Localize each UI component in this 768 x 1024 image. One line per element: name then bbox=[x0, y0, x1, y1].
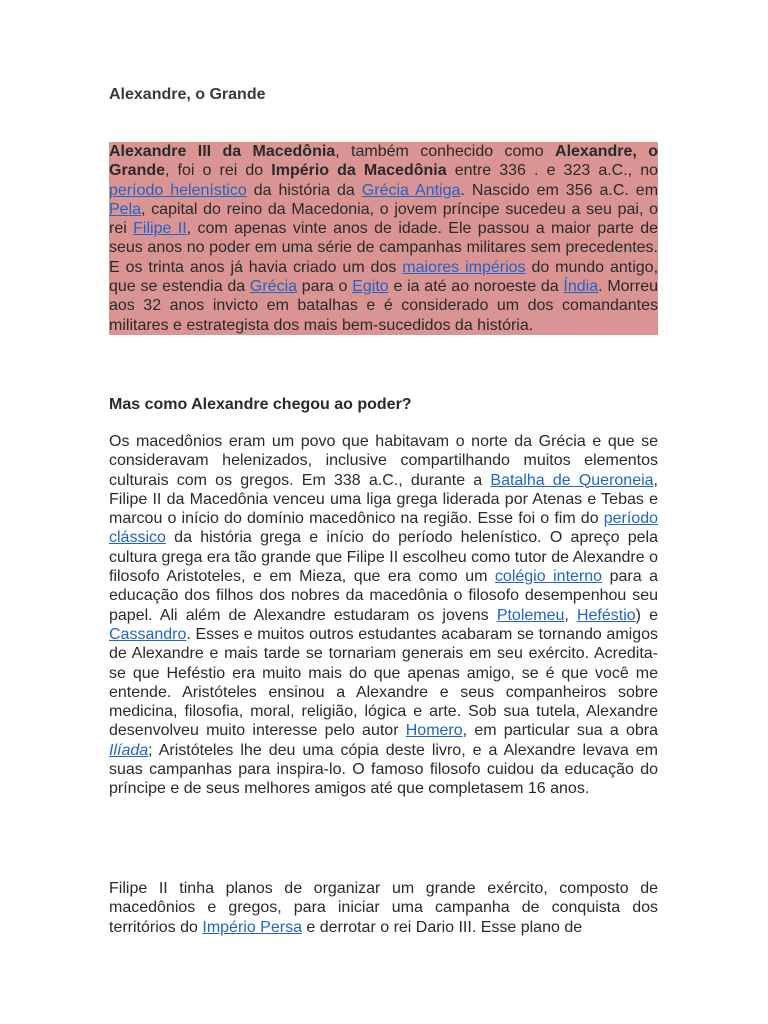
link-hefestio[interactable]: Heféstio bbox=[576, 606, 636, 624]
text: e derrotar o rei Dario III. Esse plano de bbox=[301, 918, 583, 936]
text: . Esses e muitos outros estudantes acabaram se tornando amigos de Alexandre e mais tarde se tornariam generais em seu exército. Acredita-se que Heféstio era muito mais do que apenas amigo, se é que você me entende. Aristóteles ensinou a Alexandre e seus companheiros sobre medicina, filosofia, moral, religião, lógica e arte. Sob sua tutela, Alexandre desenvolveu muito interesse pelo autor bbox=[109, 625, 658, 740]
text: da história da bbox=[246, 181, 362, 199]
link-batalha-de-queroneia[interactable]: Batalha de Queroneia bbox=[490, 471, 654, 489]
link-periodo-helenistico[interactable]: período helenístico bbox=[109, 181, 247, 199]
text: ) e bbox=[635, 606, 659, 624]
link-grecia-antiga[interactable]: Grécia Antiga bbox=[361, 181, 461, 199]
link-iliada[interactable]: Ilíada bbox=[109, 741, 149, 759]
bold-imperio-macedonia: Império da Macedônia bbox=[271, 162, 447, 180]
text: Os macedônios eram um povo que habitavam o norte da Grécia e que se consideravam helenizados, inclusive compartilhando muitos elementos culturais com os gregos. Em 338 a.C., durante a bbox=[109, 433, 658, 489]
text: para o bbox=[297, 278, 353, 296]
intro-paragraph-highlighted bbox=[109, 142, 658, 335]
text: , em particular sua a obra bbox=[462, 722, 658, 740]
text: do mundo antigo, que se estendia da bbox=[109, 258, 659, 296]
text: da história grega e início do período helenístico. O apreço pela cultura grega era tão grande que Filipe II escolheu como tutor de Alexandre o filosofo Aristoteles, e em Mieza, que era como um bbox=[109, 529, 658, 586]
link-cassandro[interactable]: Cassandro bbox=[109, 625, 187, 643]
link-imperio-persa[interactable]: Império Persa bbox=[202, 918, 302, 936]
body-paragraph-2 bbox=[109, 432, 658, 799]
text: . Morreu aos 32 anos invicto em batalhas e é considerado um dos comandantes militares e estrategista dos mais bem-sucedidos da história. bbox=[109, 278, 659, 334]
link-egito[interactable]: Egito bbox=[352, 278, 389, 296]
link-periodo-classico[interactable]: período clássico bbox=[109, 510, 658, 547]
link-homero[interactable]: Homero bbox=[405, 722, 463, 740]
link-colegio-interno[interactable]: colégio interno bbox=[494, 568, 603, 586]
link-ptolemeu[interactable]: Ptolemeu bbox=[496, 606, 565, 624]
bold-alexandre-o-grande: Alexandre, o Grande bbox=[109, 143, 658, 180]
document-title: Alexandre, o Grande bbox=[109, 86, 266, 103]
section-heading: Mas como Alexandre chegou ao poder? bbox=[109, 396, 412, 413]
text: , foi o rei do bbox=[165, 162, 272, 180]
text: Filipe II tinha planos de organizar um grande exército, composto de macedônios e gregos, para iniciar uma campanha de conquista dos territórios do bbox=[109, 880, 658, 936]
text: , bbox=[564, 606, 577, 624]
link-grecia[interactable]: Grécia bbox=[249, 278, 298, 296]
link-pela[interactable]: Pela bbox=[109, 200, 142, 218]
text: para a educação dos filhos dos nobres da macedônia o filosofo desempenhou seu papel. Ali além de Alexandre estudaram os jovens bbox=[109, 568, 658, 624]
text: . Nascido em 356 a.C. em bbox=[460, 181, 659, 199]
text: , capital do reino da Macedonia, o jovem príncipe sucedeu a seu pai, o rei bbox=[109, 200, 658, 238]
link-filipe-ii[interactable]: Filipe II bbox=[133, 220, 187, 238]
bold-alexandre-iii: Alexandre III da Macedônia bbox=[109, 143, 336, 160]
text: entre 336 . e 323 a.C., no bbox=[446, 162, 659, 180]
body-paragraph-3 bbox=[109, 879, 658, 937]
text: , também conhecido como bbox=[335, 143, 556, 160]
link-india[interactable]: Índia bbox=[563, 278, 599, 296]
text: , Filipe II da Macedônia venceu uma liga grega liderada por Atenas e Tebas e marcou o início do domínio macedônico na região. Esse foi o fim do bbox=[109, 471, 658, 528]
text: e ia até ao noroeste da bbox=[388, 278, 564, 296]
text: , com apenas vinte anos de idade. Ele passou a maior parte de seus anos no poder em uma série de campanhas militares sem precedentes. E os trinta anos já havia criado um dos bbox=[109, 220, 658, 276]
link-maiores-imperios[interactable]: maiores impérios bbox=[402, 258, 526, 276]
text: ; Aristóteles lhe deu uma cópia deste livro, e a Alexandre levava em suas campanhas para inspira-lo. O famoso filosofo cuidou da educação do príncipe e de seus melhores amigos até que completasem 16 anos. bbox=[109, 741, 658, 798]
